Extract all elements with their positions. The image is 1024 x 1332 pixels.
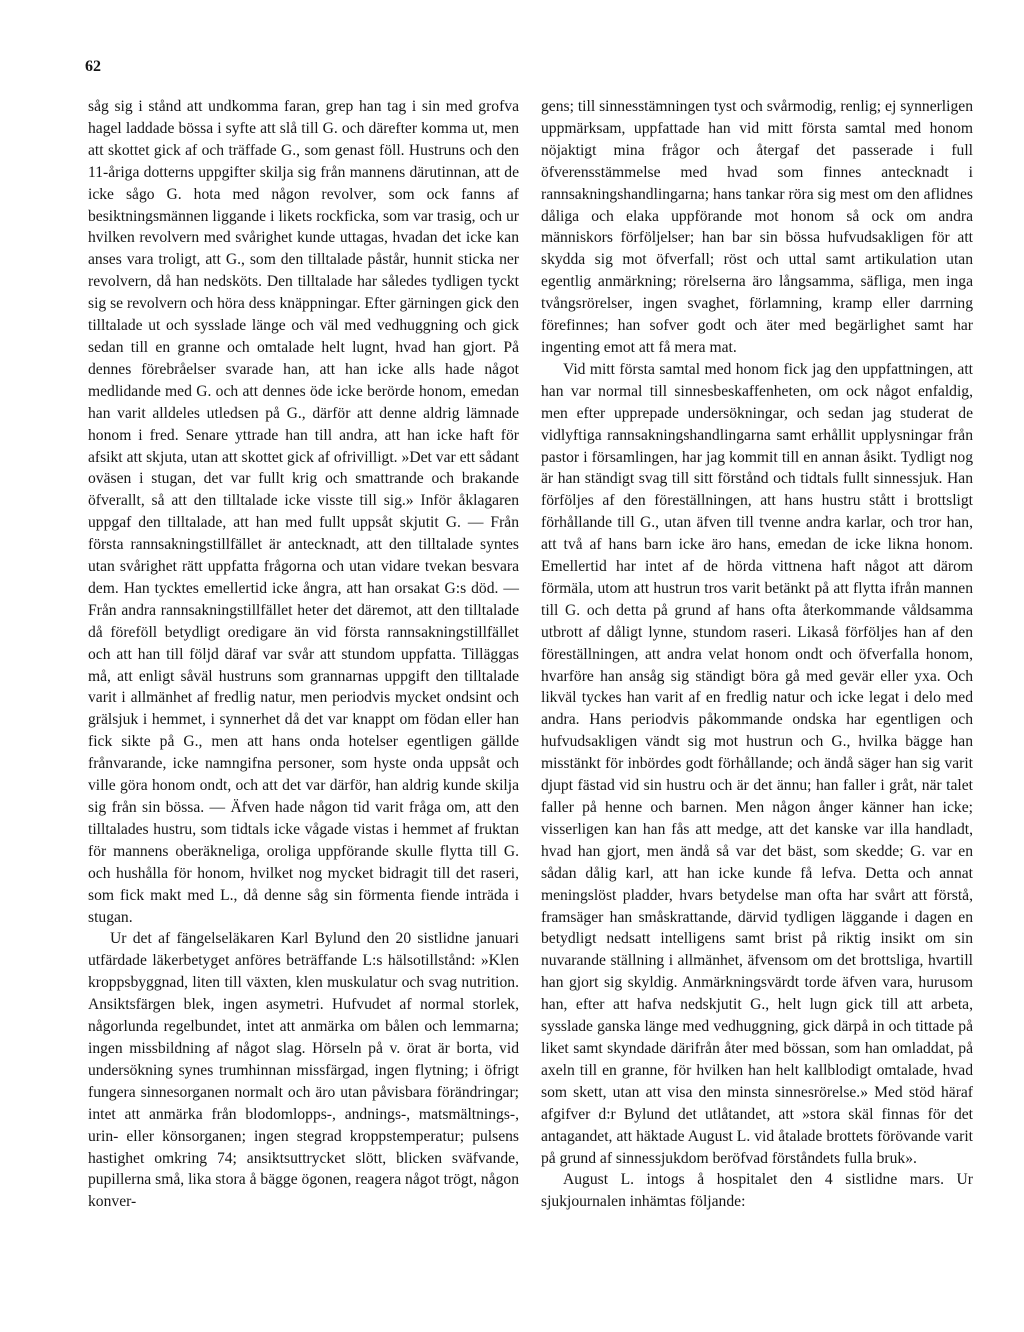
paragraph: Vid mitt första samtal med honom fick jag den uppfattningen, att han var normal till sinnesbeskaffenheten, om ock något enfaldig, men efter upprepade undersökningar, och sedan jag studerat de vidlyftiga rannsakningshandlingarna samt erhållit upplysningar från pastor i församlingen, har jag kommit till en annan åsikt. Tydligt nog är han ständigt svag till sitt förstånd och tidtals fullt sinnessjuk. Han förföljes af den föreställningen, att hans hustru stått i brottsligt förhållande till G., utan äfven till tvenne andra karlar, och tror han, att två af hans barn icke äro hans, emedan de icke likna honom. Emellertid har intet af de hörda vittnena haft något att därom förmäla, utom att hustrun tros varit betänkt på att flytta ifrån mannen till G. och detta på grund af hans ofta återkommande våldsamma utbrott af dåligt lynne, stundom raseri. Likaså förföljes han af den föreställningen, att andra velat honom ondt och öfverfalla honom, hvarföre han ansåg sig ständigt böra gå med gevär eller yxa. Och likväl tyckes han varit af en fredlig natur och icke legat i delo med andra. Hans periodvis påkommande ondska har egentligen och hufvudsakligen vändt sig mot hustrun och G., hvilka bägge han misstänkt för inbördes godt förhållande; och ändå säger han sig varit djupt fästad vid sin hustru och är det ännu; han faller i gråt, när talet faller på henne och barnen. Men någon ånger känner han icke; visserligen kan han fås att medge, att det kanske var illa handladt, hvad han gjort, men ändå så var det bäst, som skedde; G. var en sådan dålig karl, att han icke kunde få lefva. Detta och annat meningslöst pladder, hvars betydelse man ofta har svårt att förstå, framsäger han småskrattande, därvid tydligen läggande i dagen en betydligt nedsatt intelligens samt brist på riktig insikt om sin nuvarande ställning i allmänhet, äfvensom om det brottsliga, hvartill han gjort sig skyldig. Anmärkningsvärdt torde äfven vara, hurusom han, efter att hafva nedskjutit G., helt lugn gick till att arbeta, sysslade ganska länge med vedhuggning, gick därpå in och tittade på liket samt skyndade därifrån åter med bössan, som han omladdat, på axeln till en granne, för hvilken han helt kallblodigt omtalade, hvad som skett, utan att visa den minsta sinnesrörelse.» Med stöd häraf afgifver d:r Bylund det utlåtandet, att »stora skäl finnas för det antagandet, att häktade August L. vid åtalade brottets förövande varit på grund af sinnessjukdom beröfvad förståndets fulla bruk».: [541, 360, 973, 1167]
left-column: [88, 96, 519, 1213]
paragraph: August L. intogs å hospitalet den 4 sistlidne mars. Ur sjukjournalen inhämtas följande:: [541, 1171, 973, 1211]
paragraph: gens; till sinnesstämningen tyst och svårmodig, renlig; ej synnerligen uppmärksam, uppfattade han vid mitt första samtal med honom nöjaktigt mina frågor och återgaf det passerade i full öfverensstämmelse med hvad som finnes antecknadt i rannsakningshandlingarna; hans tankar röra sig mest om den aflidnes dåliga och elaka uppförande mot honom så ock om andra människors förföljelser; han bar sin bössa hufvudsakligen för att skydda sig mot öfverfall; röst och uttal samt artikulation utan egentlig anmärkning; rörelserna äro långsamma, säfliga, men inga tvångsrörelser, ingen svaghet, förlamning, kramp eller darrning förefinnes; han sofver godt och äter med begärlighet samt har ingenting emot att få mera mat.: [541, 98, 973, 356]
paragraph: Ur det af fängelseläkaren Karl Bylund den 20 sistlidne januari utfärdade läkerbetyget anföres beträffande L:s hälsotillstånd: »Klen kroppsbyggnad, liten till växten, klen muskulatur och svag nutrition. Ansiktsfärgen blek, ingen asymetri. Hufvudet af normal storlek, någorlunda regelbundet, intet att anmärka om bålen och lemmarna; ingen missbildning af något slag. Hörseln på v. örat är borta, vid undersökning synes trumhinnan missfärgad, ingen flytning; i öfrigt fungera sinnesorganen normalt och äro utan påvisbara förändringar; intet att anmärka från blodomlopps-, andnings-, matsmältnings-, urin- eller könsorganen; ingen stegrad kroppstemperatur; pulsens hastighet omkring 74; ansiktsuttrycket slött, blicken sväfvande, pupillerna små, lika stora å bägge ögonen, reagera något trögt, någon konver-: [88, 930, 519, 1211]
right-column: [541, 96, 973, 1213]
paragraph: såg sig i stånd att undkomma faran, grep han tag i sin med grofva hagel laddade bössa i syfte att slå till G. och därefter komma ut, men att skottet gick af och träffade G., som genast föll. Hustruns och den 11-åriga dotterns uppgifter skilja sig från mannens därutinnan, att de icke sågo G. hota med någon revolver, som ock fanns af besiktningsmännen liggande i likets rockficka, som var trasig, och ur hvilken revolvern med svårighet kunde uttagas, hvadan det icke kan anses vara troligt, att G., som den tilltalade påstår, hunnit sticka ner revolvern, då han nedsköts. Den tilltalade har således tydligen tyckt sig se revolvern och höra dess knäppningar. Efter gärningen gick den tilltalade ut och sysslade länge och väl med vedhuggning och gick sedan till en granne och omtalade helt lugnt, hvad han gjort. På dennes förebråelser svarade han, att han icke alls hade något medlidande med G. och att dennes öde icke berörde honom, emedan han varit alldeles utledsen på G., därför att denne aldrig lämnade honom i fred. Senare yttrade han till andra, att han icke haft för afsikt att skjuta, utan att skottet gick af ofrivilligt. »Det var ett sådant oväsen i stugan, det var fullt krig och smattrande och brakande öfverallt, så att den tilltalade icke visste till sig.» Inför åklagaren uppgaf den tilltalade, att han med fullt uppsåt skjutit G. — Från första rannsakningstillfället är antecknadt, att den tilltalade syntes utan svårighet rätt uppfatta frågorna och utan vidare tvekan besvara dem. Han tycktes emellertid icke ångra, att han orsakat G:s död. — Från andra rannsakningstillfället heter det däremot, att den tilltalade då föreföll betydligt oredigare än vid första rannsakningstillfället och att han till följd däraf var svår att stundom uppfatta. Tilläggas må, att enligt såväl hustruns som grannarnas uppgift den tilltalade varit i allmänhet af fredlig natur, men periodvis mycket ondsint och grälsjuk i hemmet, i synnerhet då det var knappt om födan eller han fick sikte på G., men att hans onda hotelser egentligen gällde frånvarande, icke namngifna personer, som hyste onda uppsåt och ville göra honom ondt, och att det var därför, han aldrig kunde skilja sig från sin bössa. — Äfven hade någon tid varit fråga om, att den tilltalades hustru, som tidtals icke vågade vistas i hemmet af fruktan för mannens oberäkneliga, oroliga uppförande skulle flytta till G. och hushålla för honom, hvilket nog mycket bidragit till det raseri, som fick makt med L., då denne såg sin förmenta fiende inträda i stugan.: [88, 98, 519, 926]
page-number: 62: [85, 58, 101, 75]
